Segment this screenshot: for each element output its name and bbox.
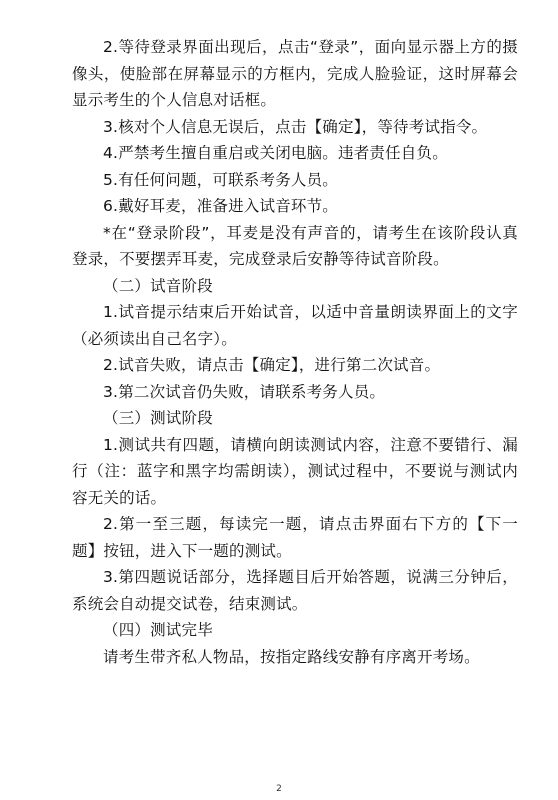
paragraph-login-step-2: 2.等待登录界面出现后，点击“登录”，面向显示器上方的摄像头，使脸部在屏幕显示的方框内，完成人脸验证，这时屏幕会显示考生的个人信息对话框。 — [72, 38, 518, 109]
page-number: 2 — [276, 784, 282, 794]
paragraph-test-step-1: 1.测试共有四题，请横向朗读测试内容，注意不要错行、漏行（注：蓝字和黑字均需朗读），测试过程中，不要说与测试内容无关的话。 — [72, 435, 518, 507]
paragraph-test-step-3: 3.第四题说话部分，选择题目后开始答题，说满三分钟后，系统会自动提交试卷，结束测试。 — [72, 568, 518, 613]
document-body — [72, 34, 518, 670]
paragraph-login-note: *在“登录阶段”，耳麦是没有声音的，请考生在该阶段认真登录，不要摆弄耳麦，完成登录后安静等待试音阶段。 — [72, 223, 518, 268]
section-heading-finish: （四）测试完毕 — [103, 621, 213, 639]
section-heading-test: （三）测试阶段 — [103, 409, 213, 427]
section-heading-sound-check: （二）试音阶段 — [103, 276, 213, 295]
paragraph-finish-instruction: 请考生带齐私人物品，按指定路线安静有序离开考场。 — [103, 647, 480, 666]
paragraph-login-step-6: 6.戴好耳麦，准备进入试音环节。 — [103, 197, 338, 215]
paragraph-sound-check-step-3: 3.第二次试音仍失败，请联系考务人员。 — [103, 382, 386, 401]
paragraph-test-step-2: 2.第一至三题，每读完一题，请点击界面右下方的【下一题】按钮，进入下一题的测试。 — [72, 515, 518, 560]
paragraph-login-step-3: 3.核对个人信息无误后，点击【确定】，等待考试指令。 — [103, 117, 488, 136]
paragraph-login-step-5: 5.有任何问题，可联系考务人员。 — [103, 170, 338, 189]
paragraph-login-step-4: 4.严禁考生擅自重启或关闭电脑。违者责任自负。 — [103, 144, 448, 162]
paragraph-sound-check-step-2: 2.试音失败，请点击【确定】，进行第二次试音。 — [103, 356, 441, 374]
paragraph-sound-check-step-1: 1.试音提示结束后开始试音，以适中音量朗读界面上的文字（必须读出自己名字）。 — [72, 303, 518, 348]
